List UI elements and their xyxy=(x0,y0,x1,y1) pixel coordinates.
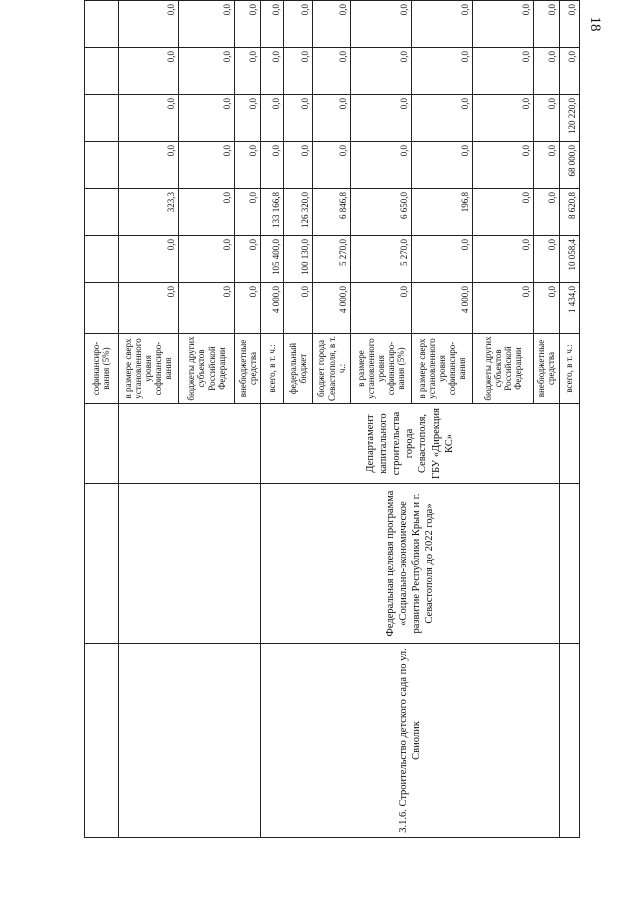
value-cell: 0,0 xyxy=(283,95,312,142)
value-cell: 0,0 xyxy=(235,189,261,236)
value-cell: 0,0 xyxy=(235,48,261,95)
empty-cell xyxy=(85,644,119,838)
value-cell: 0,0 xyxy=(533,48,559,95)
value-cell: 133 166,8 xyxy=(261,189,284,236)
value-cell: 0,0 xyxy=(118,283,178,334)
value-cell xyxy=(283,0,312,1)
value-cell: 0,0 xyxy=(412,1,473,48)
value-cell: 0,0 xyxy=(533,236,559,283)
row-label: в размере сверх установленного уровня софинансиро-вания xyxy=(118,334,178,404)
value-cell xyxy=(85,48,119,95)
value-cell: 0,0 xyxy=(312,95,350,142)
value-cell: 323,3 xyxy=(118,189,178,236)
value-cell xyxy=(235,0,261,1)
value-cell: 0,0 xyxy=(412,142,473,189)
value-cell: 0,0 xyxy=(178,236,234,283)
row-label: внебюджетные средства xyxy=(235,334,261,404)
value-cell xyxy=(85,236,119,283)
value-cell: 105 400,0 xyxy=(261,236,284,283)
value-cell xyxy=(178,0,234,1)
table-row xyxy=(118,0,178,838)
value-cell: 0,0 xyxy=(235,236,261,283)
value-cell: 0,0 xyxy=(235,1,261,48)
value-cell: 5 270,0 xyxy=(351,236,412,283)
value-cell: 0,0 xyxy=(118,142,178,189)
row-label: бюджеты других субъектов Российской Федерации xyxy=(178,334,234,404)
value-cell: 0,0 xyxy=(261,142,284,189)
value-cell: 0,0 xyxy=(178,189,234,236)
value-cell: 0,0 xyxy=(559,1,579,48)
rotated-page xyxy=(84,4,580,838)
value-cell: 0,0 xyxy=(533,1,559,48)
value-cell: 0,0 xyxy=(261,48,284,95)
value-cell: 8 620,8 xyxy=(559,189,579,236)
empty-cell xyxy=(85,404,119,484)
value-cell: 0,0 xyxy=(178,283,234,334)
value-cell: 0,0 xyxy=(472,189,533,236)
value-cell: 0,0 xyxy=(118,236,178,283)
row-label: всего, в т. ч.: xyxy=(559,334,579,404)
value-cell: 0,0 xyxy=(351,142,412,189)
value-cell: 0,0 xyxy=(118,48,178,95)
value-cell: 0,0 xyxy=(472,48,533,95)
page-number: 18 xyxy=(587,16,603,32)
value-cell xyxy=(85,0,119,1)
value-cell: 1 434,0 xyxy=(559,283,579,334)
value-cell: 0,0 xyxy=(178,95,234,142)
value-cell: 0,0 xyxy=(533,95,559,142)
item-name-cell: 3.1.6. Строительство детского сада по ул. Свиолик xyxy=(261,644,559,838)
row-label: бюджет города Севастополя, в т. ч.: xyxy=(312,334,350,404)
value-cell: 100 130,0 xyxy=(283,236,312,283)
row-label: всего, в т. ч.: xyxy=(261,334,284,404)
value-cell xyxy=(118,0,178,1)
row-label: федеральный бюджет xyxy=(283,334,312,404)
empty-cell xyxy=(559,644,579,838)
value-cell: 6 846,8 xyxy=(312,189,350,236)
value-cell: 0,0 xyxy=(351,283,412,334)
value-cell: 0,0 xyxy=(472,236,533,283)
row-label: в размере сверх установленного уровня софинансиро-вания xyxy=(412,334,473,404)
value-cell xyxy=(85,95,119,142)
value-cell xyxy=(312,0,350,1)
total-row xyxy=(559,0,579,838)
value-cell: 0,0 xyxy=(178,48,234,95)
value-cell: 5 270,0 xyxy=(312,236,350,283)
row-label: внебюджетные средства xyxy=(533,334,559,404)
value-cell: 68 000,0 xyxy=(559,142,579,189)
value-cell xyxy=(472,0,533,1)
value-cell: 0,0 xyxy=(472,283,533,334)
value-cell xyxy=(412,0,473,1)
value-cell: 0,0 xyxy=(283,142,312,189)
value-cell xyxy=(85,1,119,48)
row-label: в размере установленного уровня софинансиро-вания (5%) xyxy=(351,334,412,404)
value-cell: 0,0 xyxy=(351,48,412,95)
value-cell: 6 650,0 xyxy=(351,189,412,236)
value-cell xyxy=(261,0,284,1)
program-cell: Федеральная целевая программа «Социально-экономическое развитие Республики Крым и г. Севастополя до 2022 года» xyxy=(261,484,559,644)
value-cell: 0,0 xyxy=(472,142,533,189)
value-cell: 4 000,0 xyxy=(261,283,284,334)
value-cell: 0,0 xyxy=(235,142,261,189)
value-cell: 0,0 xyxy=(533,142,559,189)
value-cell xyxy=(85,142,119,189)
value-cell: 126 320,0 xyxy=(283,189,312,236)
value-cell: 0,0 xyxy=(559,48,579,95)
value-cell: 0,0 xyxy=(472,1,533,48)
value-cell: 0,0 xyxy=(351,95,412,142)
value-cell: 0,0 xyxy=(472,95,533,142)
value-cell: 0,0 xyxy=(412,48,473,95)
executor-cell xyxy=(118,404,260,484)
value-cell xyxy=(533,0,559,1)
value-cell: 0,0 xyxy=(351,1,412,48)
value-cell xyxy=(351,0,412,1)
program-cell xyxy=(118,484,260,644)
value-cell: 0,0 xyxy=(533,189,559,236)
value-cell xyxy=(85,189,119,236)
value-cell: 196,8 xyxy=(412,189,473,236)
value-cell: 0,0 xyxy=(533,283,559,334)
value-cell: 0,0 xyxy=(283,1,312,48)
row-label: софинансиро-вания (5%) xyxy=(85,334,119,404)
value-cell: 0,0 xyxy=(412,236,473,283)
value-cell: 0,0 xyxy=(235,283,261,334)
value-cell xyxy=(559,0,579,1)
item-name-cell xyxy=(118,644,260,838)
value-cell: 0,0 xyxy=(312,48,350,95)
value-cell: 0,0 xyxy=(412,95,473,142)
row-label: бюджеты других субъектов Российской Федерации xyxy=(472,334,533,404)
value-cell xyxy=(85,283,119,334)
value-cell: 0,0 xyxy=(312,142,350,189)
value-cell: 10 058,4 xyxy=(559,236,579,283)
financing-table xyxy=(84,0,580,838)
value-cell: 120 220,0 xyxy=(559,95,579,142)
value-cell: 0,0 xyxy=(178,1,234,48)
value-cell: 0,0 xyxy=(118,95,178,142)
empty-cell xyxy=(559,484,579,644)
empty-cell xyxy=(85,484,119,644)
value-cell: 0,0 xyxy=(283,283,312,334)
value-cell: 4 000,0 xyxy=(312,283,350,334)
value-cell: 0,0 xyxy=(261,1,284,48)
executor-cell: Департамент капитального строительства города Севастополя, ГБУ «Дирекция КС» xyxy=(261,404,559,484)
value-cell: 0,0 xyxy=(283,48,312,95)
header-row xyxy=(85,0,119,838)
empty-cell xyxy=(559,404,579,484)
value-cell: 0,0 xyxy=(312,1,350,48)
value-cell: 4 000,0 xyxy=(412,283,473,334)
value-cell: 0,0 xyxy=(178,142,234,189)
value-cell: 0,0 xyxy=(118,1,178,48)
value-cell: 0,0 xyxy=(261,95,284,142)
value-cell: 0,0 xyxy=(235,95,261,142)
table-row xyxy=(261,0,284,838)
